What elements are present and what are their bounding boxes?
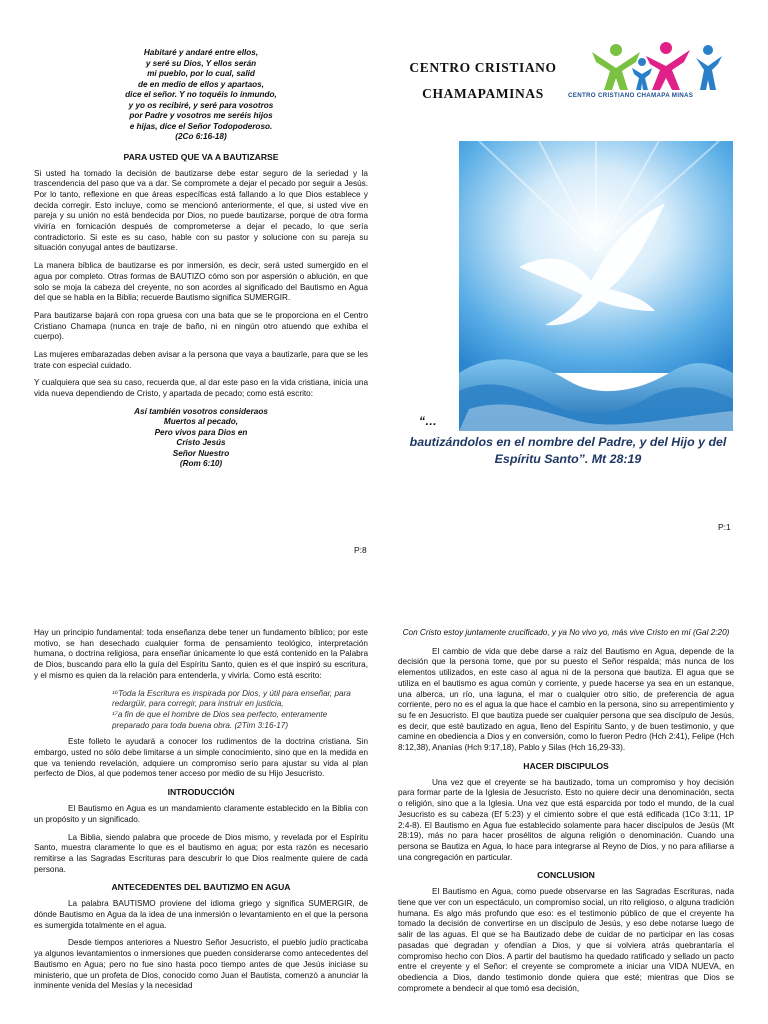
paragraph: Hay un principio fundamental: toda enseñanza debe tener un fundamento bíblico; por este motivo, se han desechado cualquier forma de pensamiento teológico, interpretación humana, o doctrina religiosa, para enseñar únicamente lo que está contenido en la Palabra de Dios, buscando para ello la guía del Espíritu Santo, quien es el que inspiró su escritura, y el mismo es quien da la relación para entenderla, y vivirla. Como está escrito:	[34, 628, 368, 680]
page-number: P:1	[718, 522, 731, 532]
paragraph: Las mujeres embarazadas deben avisar a la persona que vaya a bautizarle, para que se les trate con especial cuidado.	[34, 350, 368, 370]
verse-line: y yo os recibiré, y seré para vosotros	[128, 100, 274, 110]
section-heading: HACER DISCIPULOS	[523, 760, 609, 771]
paragraph: El Bautismo en Agua es un mandamiento claramente establecido en la Biblia con un propósito y un significado.	[34, 804, 368, 824]
paragraph: La manera bíblica de bautizarse es por inmersión, es decir, será usted sumergido en el agua por completo. Otras formas de BAUTIZO cómo son por aspersión o ablución, en que solo se moja la cabeza del creyente, no son acordes al significado del Bautismo en Agua del que se habla en la Biblia; recuerde Bautismo significa SUMERGIR.	[34, 261, 368, 303]
verse-line: Cristo Jesús	[176, 438, 226, 448]
verse-reference: (2Co 6:16-18)	[175, 132, 227, 141]
section-heading: PARA USTED QUE VA A BAUTIZARSE	[123, 151, 279, 162]
bottom-right-column	[398, 628, 734, 1001]
gal-quote: Con Cristo estoy juntamente crucificado, y ya No vivo yo, más vive Cristo en mí (Gal 2:20)	[402, 628, 730, 637]
church-title	[400, 60, 566, 102]
logo-caption: CENTRO CRISTIANO CHAMAPA MINAS	[568, 92, 694, 99]
verse-line: mi pueblo, por lo cual, salid	[147, 69, 255, 78]
quote-open: “…	[419, 414, 437, 428]
verse-line: Así también vosotros consideraos	[134, 406, 268, 416]
scripture-quote-line: ¹⁷a fin de que el hombre de Dios sea perfecto, enteramente preparado para toda buena obra. (2Tim 3:16-17)	[112, 709, 328, 730]
top-left-column	[34, 48, 368, 470]
verse-line: Muertos al pecado,	[163, 417, 239, 427]
baptism-quote	[398, 434, 738, 468]
church-logo	[566, 38, 734, 108]
section-heading: CONCLUSION	[537, 870, 595, 881]
paragraph: Este folleto le ayudará a conocer los rudimentos de la doctrina cristiana. Sin embargo, usted no sólo debe limitarse a un simple conocimiento, sino que en la medida en que va teniendo revelación, adquiere un compromiso serio para ajustar su vida al plan perfecto de Dios, al que podemos tener acceso por medio de su Hijo Jesucristo.	[34, 737, 368, 779]
closing-verse	[34, 407, 368, 470]
section-heading: ANTECEDENTES DEL BAUTIZMO EN AGUA	[111, 882, 291, 893]
scripture-quote	[112, 689, 360, 732]
verse-line: dice el señor. Y no toquéis lo inmundo,	[125, 90, 277, 99]
verse-line: Señor Nuestro	[172, 448, 230, 458]
paragraph: El cambio de vida que debe darse a raíz del Bautismo en Agua, depende de la decisión que la persona tome, que por su puesto el Señor respalda; más nunca de los elementos utilizados, en este caso al agua ni de la persona que bautiza. El agua que se utiliza en el bautismo es agua común y corriente, y puede hacerse ya sea en un estanque, una alberca, un río, una laguna, el mar o cualquier otro sitio, de preferencia de agua corriente, pero no es el agua la que hace el cambio en la persona, sino su arrepentimiento y su fe en Jesucristo. El que bautiza puede ser cualquier persona que sea discípulo de Jesús, es decir, que esté bautizado en agua, lleno del Espíritu Santo, y de buen testimonio, y que camine en obediencia a Dios y en conversión, como lo fueron Pedro (Hch 2:41), Felipe (Hch 8:12,38), Ananías (Hch 9:17,18), Pablo y Silas (Hch 16,29-33).	[398, 646, 734, 753]
baptism-quote-line: bautizándolos en el nombre del Padre, y del Hijo y del	[409, 435, 727, 449]
church-title-line: CENTRO CRISTIANO	[409, 60, 557, 75]
verse-line: e hijas, dice el Señor Todopoderoso.	[129, 121, 273, 131]
verse-line: Pero vivos para Dios en	[154, 427, 248, 437]
paragraph: Una vez que el creyente se ha bautizado, toma un compromiso y hoy decisión para formar parte de la Iglesia de Jesucristo. Esto no quiere decir una denominación, secta o religión, sino que a la Iglesia. Una vez que está esparcida por todo el mundo, de la cual Jesucristo es su cabeza (Ef 5:23) y el cimiento sobre el que está edificada (1Co 3:11, 1P 2:4-8). El Bautismo en Agua fue establecido solamente para hacer discípulos de Jesús (Mt 28:19), más no para hacer prosélitos de alguna religión o denominación. Cuando una persona se Bautiza en Agua, lo hace para integrarse al Reyno de Dios, y no para afiliarse a una congregación en particular.	[398, 777, 734, 862]
paragraph: Y cualquiera que sea su caso, recuerda que, al dar este paso en la vida cristiana, inicia una vida nueva dependiendo de Cristo, y apartada de pecado; como está escrito:	[34, 378, 368, 399]
paragraph: Si usted ha tomado la decisión de bautizarse debe estar seguro de la seriedad y la trascendencia del paso que va a dar. Se compromete a dejar el pecado por seguir a Jesús. Por lo tanto, reflexione en que áreas específicas está fallando a lo que Dios establece y decida corregir. Esto incluye, como se mencionó anteriormente, el que, si usted vive en pareja y su unión no está bendecida por Dios, no puede bautizarse, porque de otra forma viviría en fornicación después de comprometerse a dejar el pecado, lo que sería contradictorio. Si este es su caso, hable con su pastor y solucione con su pareja su situación conyugal antes de bautizarse.	[34, 168, 368, 253]
page-number: P:8	[354, 545, 367, 555]
verse-line: por Padre y vosotros me seréis hijos	[129, 111, 273, 120]
paragraph: Desde tiempos anteriores a Nuestro Señor Jesucristo, el pueblo judío practicaba ya algunos levantamientos o inmersiones que pueden considerarse como antecedentes del Bautismo en Agua; pero no fue sino hasta poco tiempo antes de que Jesús iniciase su ministerio, que un profeta de Dios, conocido como Juan el Bautista, comenzó a anunciar la inminente venida del Mesías y la necesidad	[34, 938, 368, 991]
church-title-line: CHAMAPAMINAS	[422, 86, 544, 101]
paragraph: La Biblia, siendo palabra que procede de Dios mismo, y revelada por el Espíritu Santo, muestra claramente lo que es el bautismo en agua; por esta razón es necesario remitirse a las Sagradas Escrituras para descubrir lo que Dios realmente quiere de cada persona.	[34, 832, 368, 874]
section-heading: INTRODUCCIÓN	[167, 787, 235, 798]
bottom-left-column	[34, 628, 368, 999]
baptism-quote-line: Espíritu Santo”. Mt 28:19	[494, 452, 642, 466]
paragraph: El Bautismo en Agua, como puede observarse en las Sagradas Escrituras, nada tiene que ver con un espectáculo, un compromiso social, un rito religioso, o alguna tradición humana. Es algo más profundo que eso: es el testimonio público de que el creyente ha tomado la decisión de convertirse en un discípulo de Jesús, y eso debe notarse luego de salir de las aguas. El que se ha Bautizado debe de cuidar de no participar en las cosas pasadas que degradan y ofendían a Dios, y que si volviera atrás quebrantaría el compromiso hecho con Dios. A partir del bautismo ha quedado ratificado y sellado un pacto entre el creyente y el Señor: el creyente se compromete a iniciar una VIDA NUEVA, en obediencia a Dios, dando testimonio donde quiera que esté; mientras que Dios se compromete a bendecir al que tomó esa decisión,	[398, 887, 734, 993]
verse-line: Habitaré y andaré entre ellos,	[143, 48, 259, 57]
verse-line: y seré su Dios, Y ellos serán	[145, 58, 257, 68]
verse-reference: (Rom 6:10)	[179, 459, 223, 469]
dove-water-image	[459, 141, 733, 431]
verse-line: de en medio de ellos y apartaos,	[137, 79, 265, 89]
paragraph: Para bautizarse bajará con ropa gruesa con una bata que se le proporciona en el Centro Cristiano Chamapa (nunca en traje de baño, ni en ningún otro atuendo que exhiba el cuerpo).	[34, 310, 368, 342]
scripture-quote-line: ¹⁶Toda la Escritura es inspirada por Dios, y útil para enseñar, para redargüir, para corregir, para instruir en justicia,	[112, 688, 351, 709]
paragraph: La palabra BAUTISMO proviene del idioma griego y significa SUMERGIR, de dónde Bautismo en Agua da la idea de una inmersión o levantamiento en el que la persona es sumergida totalmente en el agua.	[34, 899, 368, 930]
opening-verse	[34, 48, 368, 143]
